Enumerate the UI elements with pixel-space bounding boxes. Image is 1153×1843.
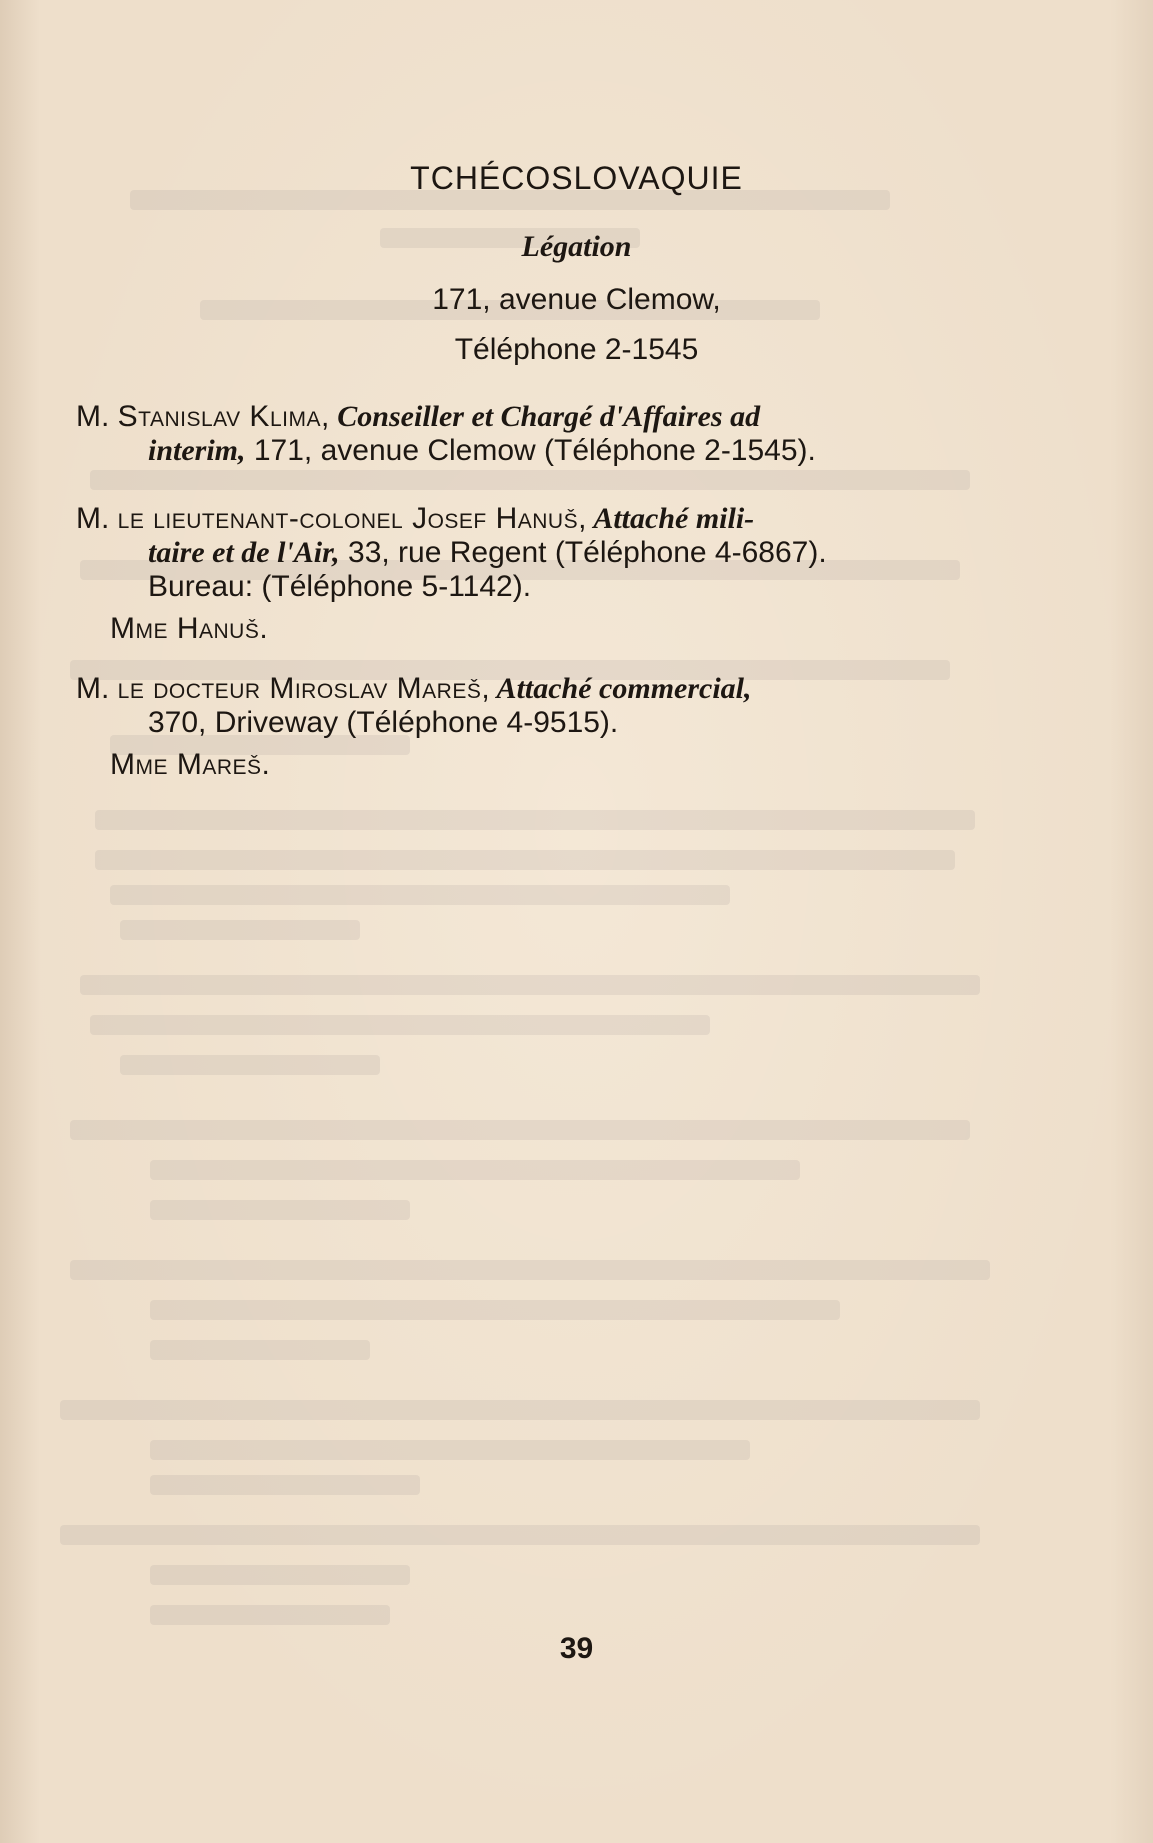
- list-item: [76, 672, 986, 740]
- entry-address: 171, avenue Clemow (Téléphone 2-1545).: [245, 434, 816, 467]
- entry-line: [76, 536, 986, 570]
- entry-line: [76, 434, 986, 468]
- entry-line: [76, 672, 986, 706]
- entry-address: 370, Driveway (Téléphone 4-9515).: [148, 706, 619, 739]
- entry-address: 33, rue Regent (Téléphone 4-6867).: [339, 536, 827, 569]
- legation-subtitle: Légation: [521, 230, 632, 263]
- legation-address: 171, avenue Clemow,: [432, 283, 721, 316]
- legation-phone: Téléphone 2-1545: [454, 333, 699, 366]
- person-name: le lieutenant-colonel Josef Hanuš,: [117, 502, 587, 535]
- entry-line: [76, 400, 986, 434]
- spouse-name: Mme Mareš.: [110, 748, 271, 781]
- page-number: 39: [559, 1632, 594, 1665]
- entry-prefix: M.: [76, 400, 118, 433]
- entry-prefix: M.: [76, 672, 118, 705]
- entry-prefix: M.: [76, 502, 118, 535]
- entry-line: [76, 502, 986, 536]
- spouse-name: Mme Hanuš.: [110, 612, 269, 645]
- country-heading: TCHÉCOSLOVAQUIE: [410, 160, 743, 196]
- person-name: le docteur Miroslav Mareš,: [117, 672, 491, 705]
- person-name: Stanislav Klima,: [117, 400, 330, 433]
- entry-office-phone: Bureau: (Téléphone 5-1142).: [148, 570, 532, 603]
- person-title: Attaché commercial,: [490, 672, 752, 705]
- person-title: Conseiller et Chargé d'Affaires ad: [329, 400, 761, 433]
- person-title: Attaché mili-: [586, 502, 755, 535]
- person-title: interim,: [148, 434, 246, 467]
- person-title: taire et de l'Air,: [148, 536, 340, 569]
- list-item: [76, 502, 986, 604]
- list-item: [76, 400, 986, 468]
